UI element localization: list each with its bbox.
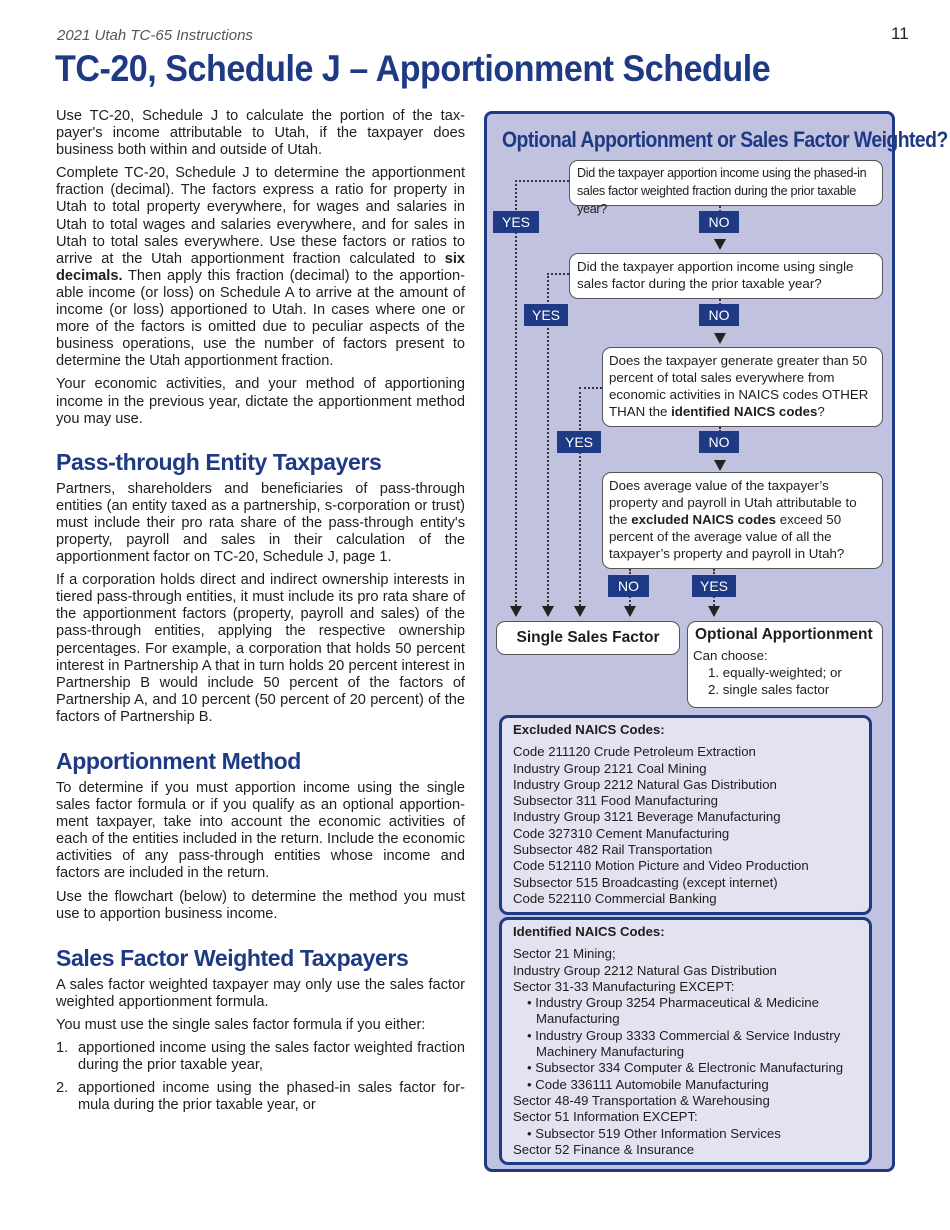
list-text: apportioned income using the sales factor weighted fraction during the prior taxable year, [78,1040,465,1074]
optional-apportionment-label: Optional Apportionment [695,626,873,643]
naics-item: Sector 31-33 Manufacturing EXCEPT: [513,978,735,994]
question-4-box [602,472,883,569]
no-label: NO [608,575,649,597]
naics-bullet-item: • Industry Group 3254 Pharmaceutical & Medicine Manufacturing [527,995,819,1027]
excluded-naics-box [499,715,872,915]
sales-factor-list [56,1040,465,1114]
naics-item: Industry Group 3121 Beverage Manufacturing [513,809,781,825]
sales-factor-paragraph-1: A sales factor weighted taxpayer may only use the sales factor weighted apportionment formula. [56,976,465,1010]
flowchart-panel [484,111,948,1172]
option-equally-weighted: 1. equally-weighted; or [708,665,842,680]
single-sales-factor-result [496,621,680,655]
arrow-down-icon [714,460,726,471]
naics-item: Industry Group 2212 Natural Gas Distribution [513,962,777,978]
naics-item: Sector 21 Mining; [513,946,616,962]
intro-p2-text: Complete TC-20, Schedule J to determine the apportionment fraction (decimal). The factors express a ratio for property in Utah to total property everywhere, for wages and salaries in Utah to total wages and salaries everywhere, and for sales in Utah to total sales everywhere. Use these factors or ratios to arrive at the Utah apportionment fraction calculated to [56,165,465,267]
naics-bullet-item: • Subsector 334 Computer & Electronic Manufacturing [527,1060,844,1076]
intro-p2-text-cont: Then apply this fraction (decimal) to the apportionable income (or loss) on Schedule A to arrive at the amount of income (or loss) apportioned to Utah. In cases where one or more of the factors is omitted due to peculiar aspects of the business operations, use the number of factors present to determine the Utah apportionment fraction. [56,267,465,370]
arrow-down-icon [624,606,636,617]
intro-paragraph-1: Use TC-20, Schedule J to calculate the portion of the taxpayer's income attributable to Utah, if the taxpayer does business both within and outside of Utah. [56,108,465,159]
list-item [56,1080,465,1114]
connector-line [579,387,581,610]
naics-item: Industry Group 2212 Natural Gas Distribution [513,776,777,792]
connector-line [515,180,517,610]
list-number: 1. [56,1040,69,1057]
question-1-box [569,160,883,216]
question-3-text-end: ? [817,404,825,419]
naics-item: Code 522110 Commercial Banking [513,890,717,906]
left-column [56,108,465,1120]
six-decimals-emphasis: six decimals. [56,250,465,284]
intro-paragraph-2 [56,165,465,370]
arrow-down-icon [714,239,726,250]
connector-line [515,180,569,182]
question-1-text: Did the taxpayer apportion income using the phased-in sales factor weighted fraction during the prior taxable year? [577,166,867,216]
yes-label: YES [524,304,568,326]
arrow-down-icon [714,333,726,344]
heading-sales-factor-weighted: Sales Factor Weighted Taxpayers [56,944,409,971]
question-2-box [569,253,883,299]
heading-apportionment-method: Apportionment Method [56,748,301,774]
naics-item: Sector 48-49 Transportation & Warehousing [513,1092,770,1108]
no-label: NO [699,211,739,233]
excluded-naics-emphasis: excluded NAICS codes [631,512,777,527]
question-4-text: Does average value of the taxpayer’s property and payroll in Utah attributable to the [609,478,857,527]
page-title: TC-20, Schedule J – Apportionment Schedule [55,48,771,89]
optional-apportionment-result [687,621,883,708]
naics-item: Code 211120 Crude Petroleum Extraction [513,744,756,760]
connector-line [579,387,602,389]
naics-item: Subsector 482 Rail Transportation [513,842,713,858]
naics-bullet-item: • Subsector 519 Other Information Services [527,1125,781,1141]
page-number: 11 [891,24,909,43]
no-label: NO [699,304,739,326]
arrow-down-icon [542,606,554,617]
naics-bullet-item: • Code 336111 Automobile Manufacturing [527,1076,769,1092]
can-choose-label: Can choose: [693,648,768,663]
question-3-text: Does the taxpayer generate greater than 50 percent of total sales everywhere from economic activities in NAICS codes OTHER THAN the [609,353,869,419]
intro-paragraph-3: Your economic activities, and your method of apportioning income in the previous year, dictate the apportionment method you may use. [56,376,465,427]
naics-item: Sector 51 Information EXCEPT: [513,1109,698,1125]
question-4-text-end: exceed 50 percent of the average value of all the taxpayer’s property and payroll in Utah? [609,512,845,561]
apportionment-method-paragraph-1: To determine if you must apportion income using the single sales factor formula or if you qualify as an optional apportionment taxpayer, take into account the economic activities of each of the entities included in the return. Include the economic activities of any pass-through entities whose income and factors are included in the return. [56,780,465,882]
apportionment-method-paragraph-2: Use the flowchart (below) to determine the method you must use to apportion business income. [56,888,465,922]
naics-bullet-item: • Industry Group 3333 Commercial & Service Industry Machinery Manufacturing [527,1027,841,1060]
yes-label: YES [692,575,736,597]
naics-item: Industry Group 2121 Coal Mining [513,760,707,776]
pass-through-paragraph-1: Partners, shareholders and beneficiaries of pass-through entities (an entity taxed as a partnership, s-corporation or trust) must include their pro rata share of the pass-through entity's property, payroll and sales in their calculation of the apportionment factor on TC-20, Schedule J, page 1. [56,480,465,566]
arrow-down-icon [574,606,586,617]
option-single-sales-factor: 2. single sales factor [708,682,830,697]
list-number: 2. [56,1080,69,1097]
naics-item: Subsector 515 Broadcasting (except internet) [513,874,778,890]
naics-item: Subsector 311 Food Manufacturing [513,793,719,809]
list-item [56,1040,465,1074]
identified-naics-emphasis: identified NAICS codes [671,404,818,419]
no-label: NO [699,431,739,453]
pass-through-paragraph-2: If a corporation holds direct and indirect ownership interests in tiered pass-through entities, it must include its pro rata share of the apportionment factors (property, payroll and sales) of the pass-through entities, applying the respective ownership percentages. For example, a corporation that holds 50 percent interest in Partnership A that in turn holds 20 percent interest in Partnership B would include 50 percent of the factors of Partnership A, and 10 percent (50 percent of 20 percent) of the factors of Partnership B. [56,572,465,725]
connector-line [547,273,569,275]
heading-pass-through: Pass-through Entity Taxpayers [56,448,382,475]
flowchart-title: Optional Apportionment or Sales Factor Weighted? [502,127,948,152]
list-text: apportioned income using the phased-in sales factor formula during the prior taxable year, or [78,1080,465,1114]
arrow-down-icon [510,606,522,617]
running-head: 2021 Utah TC-65 Instructions [57,27,253,44]
naics-item: Code 512110 Motion Picture and Video Production [513,858,809,874]
identified-naics-box [499,917,872,1165]
question-3-box [602,347,883,427]
naics-item: Sector 52 Finance & Insurance [513,1141,695,1157]
sales-factor-paragraph-2: You must use the single sales factor formula if you either: [56,1016,426,1033]
arrow-down-icon [708,606,720,617]
excluded-naics-heading: Excluded NAICS Codes: [513,722,665,737]
yes-label: YES [557,431,601,453]
single-sales-factor-label: Single Sales Factor [516,629,660,646]
identified-naics-heading: Identified NAICS Codes: [513,924,665,939]
question-2-text: Did the taxpayer apportion income using single sales factor during the prior taxable year? [577,259,854,291]
yes-label: YES [493,211,539,233]
naics-item: Code 327310 Cement Manufacturing [513,825,730,841]
